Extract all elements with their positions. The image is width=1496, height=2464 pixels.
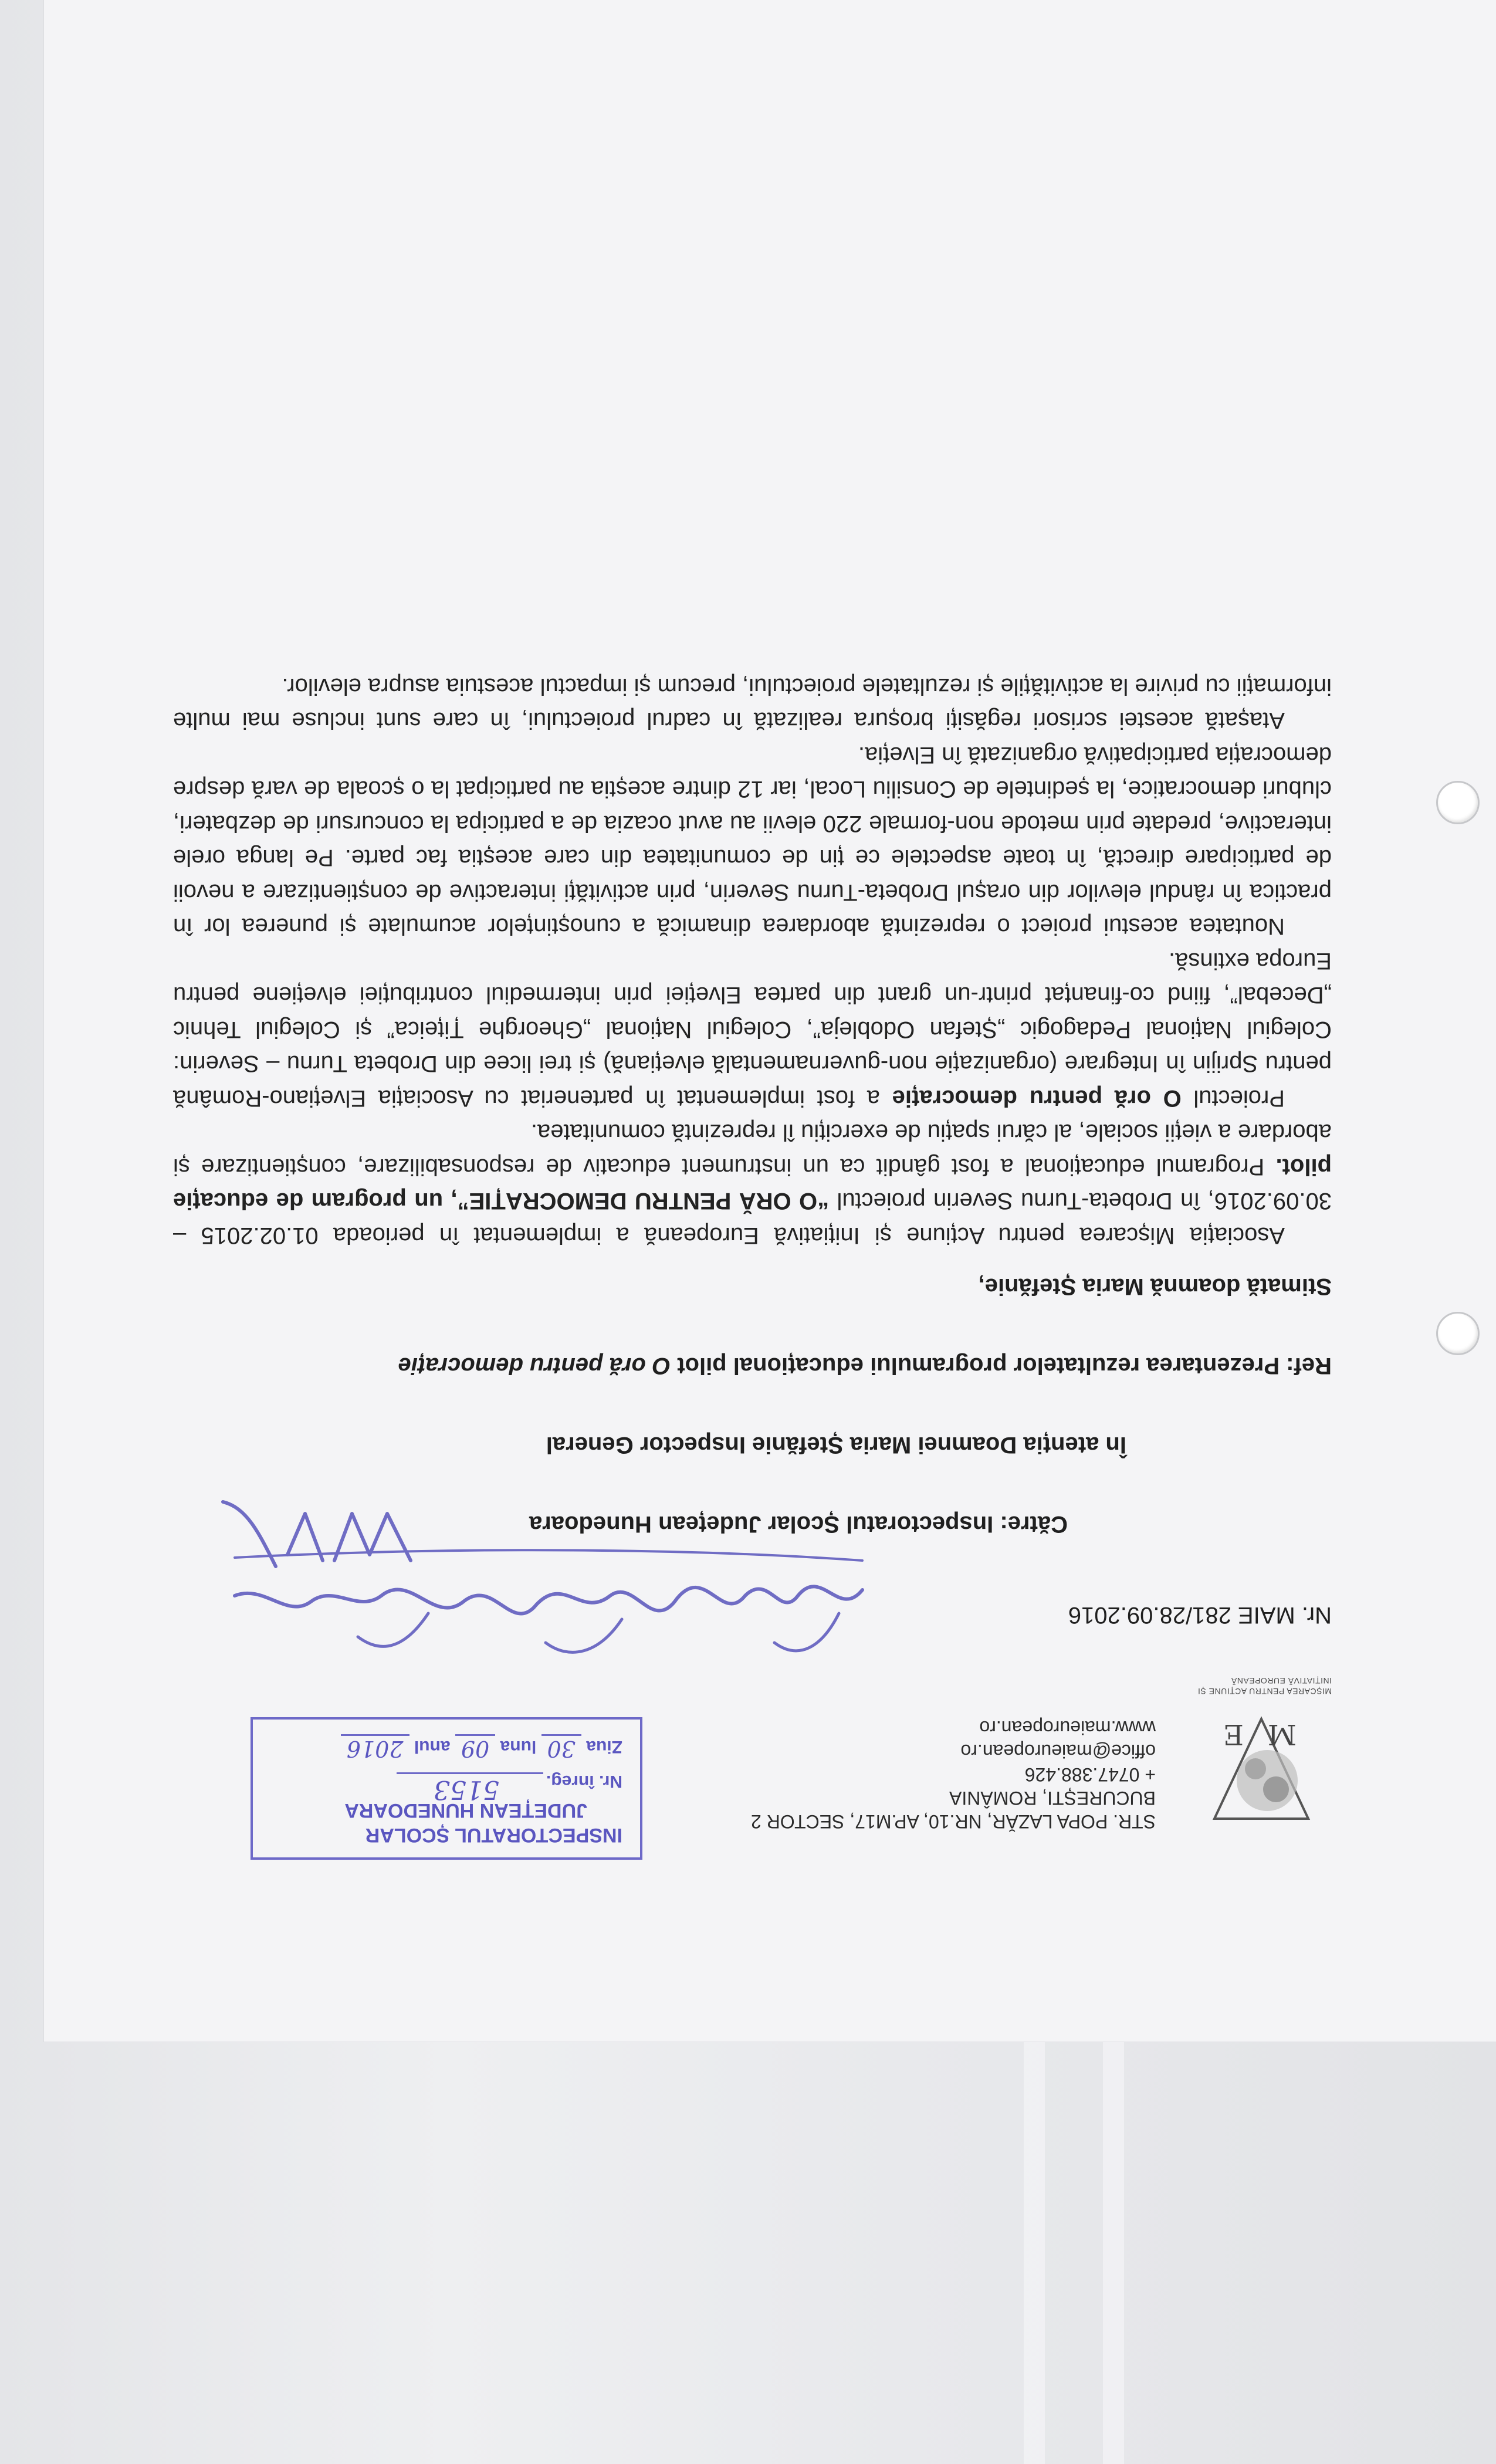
punch-hole xyxy=(1436,1312,1480,1355)
stamp-title: INSPECTORATUL ȘCOLAR xyxy=(365,1824,622,1846)
scanner-band xyxy=(1103,2042,1124,2464)
stamp-reg-value: 5153 xyxy=(434,1775,499,1805)
registration-stamp xyxy=(251,1717,642,1860)
subject-text: Prezentarea rezultatelor programului educațional pilot xyxy=(677,1353,1280,1379)
logo-caption: MIȘCAREA PENTRU ACȚIUNE ȘI INIȚIATIVĂ EUROPEANĂ xyxy=(1197,1676,1332,1696)
stamp-day-value: 30 xyxy=(541,1734,581,1762)
letter-page xyxy=(44,0,1496,2042)
stamp-reg-label: Nr. înreg. xyxy=(546,1772,622,1791)
stamp-year-value: 2016 xyxy=(341,1734,409,1762)
organization-logo xyxy=(1197,1643,1332,1836)
address-line: BUCUREȘTI, ROMÂNIA xyxy=(949,1788,1156,1809)
svg-text:E: E xyxy=(1223,1718,1244,1751)
email-line: office@maieuropean.ro xyxy=(960,1741,1156,1762)
salutation: Stimată doamnă Maria Ștefănie, xyxy=(978,1274,1332,1299)
stamp-year-label: anul xyxy=(414,1737,451,1756)
stamp-month-value: 09 xyxy=(455,1734,495,1762)
subject-project-name: O oră pentru democrație xyxy=(398,1353,671,1379)
phone-line: + 0747.388.426 xyxy=(1024,1764,1156,1785)
paragraph-4: Atașată acestei scrisori regăsiți broșura realizată în cadrul proiectului, în care sunt incluse mai multe informații cu privire la activitățile și rezultatele proiectului, precum și impactul acestuia asupra elevilor. xyxy=(173,673,1332,734)
reference-number: Nr. MAIE 281/28.09.2016 xyxy=(1068,1602,1332,1628)
stamp-date-row xyxy=(341,1735,622,1761)
attention-line: În atenția Doamnei Maria Ștefănie Inspector General xyxy=(546,1432,1126,1458)
maie-logo-icon xyxy=(1197,1695,1332,1836)
punch-hole xyxy=(1436,781,1480,824)
svg-text:M: M xyxy=(1267,1718,1297,1751)
subject-line xyxy=(398,1352,1332,1379)
paragraph-2: Proiectul O oră pentru democrație a fost implementat în parteneriat cu Asociația Elvețiano-Română pentru Sprijin în Integrare (organizație non-guvernamentală elvețiană) și trei licee din Drobeta Turnu – Severin: Colegiul Național Pedagogic „Ștefan Odobleja”, Colegiul Național „Gheorghe Țițeica” și Colegiul Tehnic „Decebal”, fiind co-finanțat printr-un grant din partea Elveției prin intermediul contribuției elvețiene pentru Europa extinsă. xyxy=(173,948,1332,1111)
organization-address xyxy=(628,1716,1156,1833)
stamp-reg-line xyxy=(397,1772,543,1774)
paragraph-1: Asociația Mișcarea pentru Acțiune și Inițiativă Europeană a implementat în perioada 01.02.2015 – 30.09.2016, în Drobeta-Turnu Severin proiectul “O ORĂ PENTRU DEMOCRAȚIE”, un program de educație pilot. Programul educațional a fost gândit ca un instrument educativ de responsabilizare, conștientizare și abordare a vieții sociale, al cărui spațiu de exercițiu îl reprezintă comunitatea. xyxy=(172,1119,1332,1248)
address-line: STR. POPA LAZĂR, NR.10, AP.M17, SECTOR 2 xyxy=(750,1811,1156,1832)
stamp-day-label: Ziua xyxy=(586,1737,622,1756)
letter-body xyxy=(173,669,1332,1253)
scanner-band xyxy=(1024,2042,1045,2464)
stamp-month-label: luna xyxy=(500,1737,537,1756)
stamp-subtitle: JUDEȚEAN HUNEDOARA xyxy=(344,1799,587,1822)
website-line: www.maieuropean.ro xyxy=(979,1717,1156,1738)
initials-signature xyxy=(211,1490,422,1584)
subject-label: Ref: xyxy=(1286,1353,1332,1379)
paragraph-3: Noutatea acestui proiect o reprezintă abordarea dinamică a cunoștințelor acumulate și punerea lor în practica în rândul elevilor din orașul Drobeta-Turnu Severin, prin activități interactive de conștientizare a nevoii de participare directă, în toate aspectele ce țin de comunitatea din care aceștia fac parte. Pe langa orele interactive, predate prin metode non-formale 220 elevii au avut ocazia de a participa la concursuri de dezbateri, cluburi democratice, la ședintele de Consiliu Local, iar 12 dintre aceștia au participat la o școala de vară despre democrația participativă organizată în Elveția. xyxy=(173,742,1332,940)
recipient: Către: Inspectoratul Școlar Județean Hunedoara xyxy=(529,1511,1068,1537)
